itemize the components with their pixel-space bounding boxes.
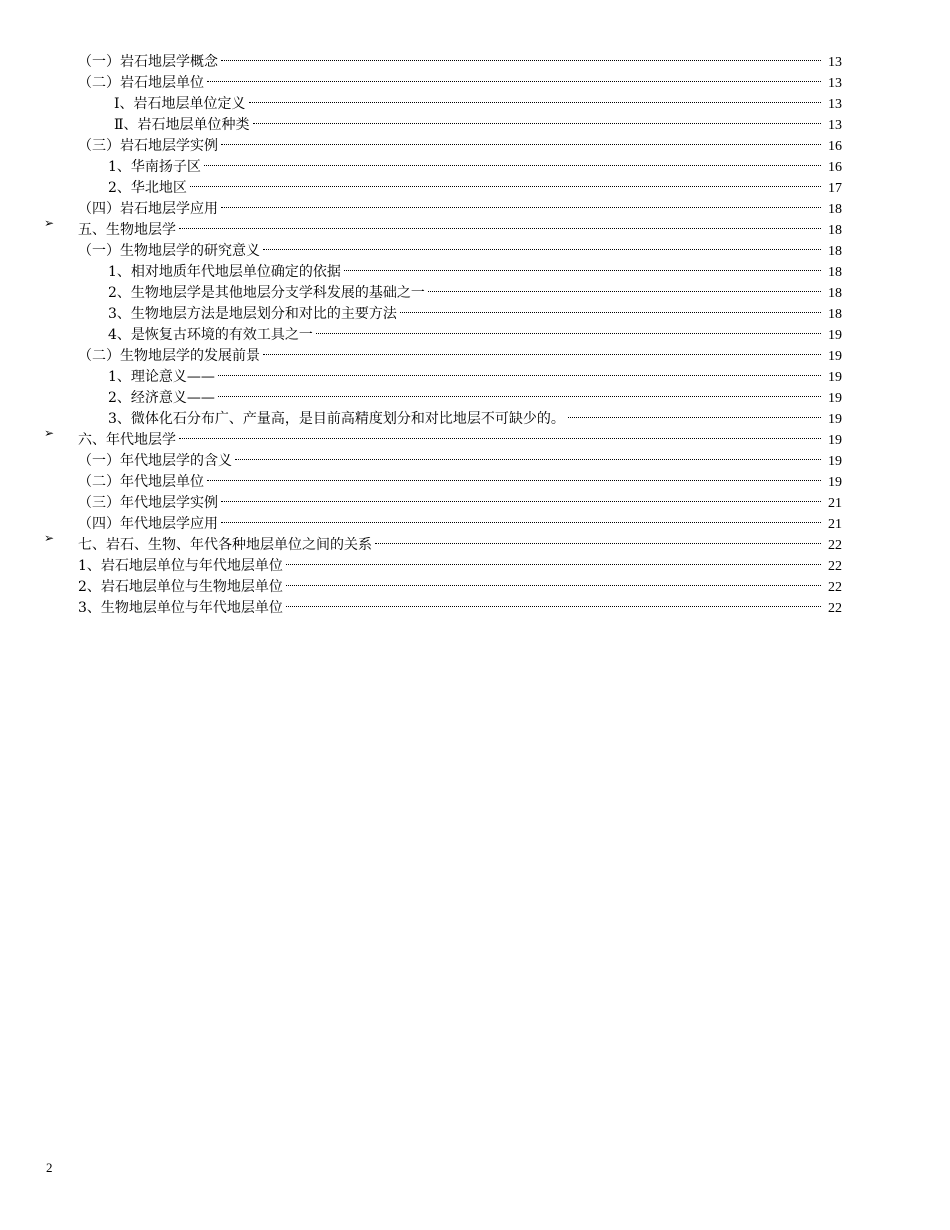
toc-entry-page-number: 19 — [828, 328, 842, 343]
dot-leader — [568, 402, 821, 423]
dot-leader — [428, 276, 821, 297]
toc-entry-title: 3、生物地层方法是地层划分和对比的主要方法 — [108, 306, 397, 322]
toc-entry-page-number: 18 — [828, 244, 842, 259]
toc-entry[interactable] — [40, 171, 842, 196]
toc-entry-title: 1、华南扬子区 — [108, 159, 201, 175]
dot-leader — [218, 360, 821, 381]
table-of-contents — [40, 45, 842, 616]
toc-entry-title: （二）年代地层单位 — [78, 474, 204, 490]
toc-entry[interactable] — [40, 255, 842, 280]
toc-entry-page-number: 19 — [828, 391, 842, 406]
toc-entry[interactable] — [40, 381, 842, 406]
toc-entry[interactable] — [40, 87, 842, 112]
toc-entry-title: 2、岩石地层单位与生物地层单位 — [78, 579, 283, 595]
toc-entry[interactable] — [40, 150, 842, 175]
toc-entry-title: （三）年代地层学实例 — [78, 495, 218, 511]
toc-entry-title: 2、华北地区 — [108, 180, 187, 196]
toc-entry[interactable] — [40, 402, 842, 427]
dot-leader — [204, 150, 821, 171]
dot-leader — [190, 171, 821, 192]
toc-entry-title: 五、生物地层学 — [78, 222, 176, 238]
toc-entry-page-number: 18 — [828, 286, 842, 301]
dot-leader — [221, 486, 821, 507]
toc-entry[interactable] — [40, 465, 842, 490]
toc-entry-title: 1、相对地质年代地层单位确定的依据 — [108, 264, 341, 280]
toc-entry[interactable] — [40, 297, 842, 322]
dot-leader — [221, 192, 821, 213]
toc-entry-page-number: 18 — [828, 265, 842, 280]
toc-entry-page-number: 19 — [828, 412, 842, 427]
toc-entry-page-number: 21 — [828, 496, 842, 511]
dot-leader — [179, 423, 821, 444]
dot-leader — [344, 255, 821, 276]
dot-leader — [207, 66, 821, 87]
toc-entry[interactable] — [40, 66, 842, 91]
toc-entry[interactable] — [40, 486, 842, 511]
toc-entry-title: 3、生物地层单位与年代地层单位 — [78, 600, 283, 616]
toc-entry[interactable] — [40, 318, 842, 343]
toc-entry-title: 1、理论意义—— — [108, 369, 215, 385]
toc-entry-title: 3、微体化石分布广、产量高，是目前高精度划分和对比地层不可缺少的。 — [108, 411, 565, 427]
toc-entry-title: Ⅱ、岩石地层单位种类 — [114, 117, 250, 133]
toc-entry-title: （三）岩石地层学实例 — [78, 138, 218, 154]
dot-leader — [249, 87, 821, 108]
toc-entry-title: 七、岩石、生物、年代各种地层单位之间的关系 — [78, 537, 372, 553]
toc-entry-title: （一）年代地层学的含义 — [78, 453, 232, 469]
toc-entry-page-number: 19 — [828, 370, 842, 385]
dot-leader — [218, 381, 821, 402]
dot-leader — [253, 108, 821, 129]
toc-entry-page-number: 13 — [828, 118, 842, 133]
dot-leader — [375, 528, 821, 549]
toc-entry[interactable] — [40, 213, 842, 238]
toc-entry[interactable] — [40, 234, 842, 259]
dot-leader — [235, 444, 821, 465]
toc-entry[interactable] — [40, 549, 842, 574]
toc-entry-title: （一）生物地层学的研究意义 — [78, 243, 260, 259]
page-number: 2 — [46, 1160, 53, 1175]
toc-entry-page-number: 13 — [828, 76, 842, 91]
dot-leader — [286, 591, 821, 612]
toc-entry[interactable] — [40, 276, 842, 301]
toc-entry[interactable] — [40, 108, 842, 133]
dot-leader — [221, 129, 821, 150]
toc-entry[interactable] — [40, 528, 842, 553]
toc-entry-page-number: 18 — [828, 223, 842, 238]
toc-entry-page-number: 13 — [828, 97, 842, 112]
toc-entry-title: 2、生物地层学是其他地层分支学科发展的基础之一 — [108, 285, 425, 301]
toc-entry-title: 六、年代地层学 — [78, 432, 176, 448]
toc-entry-title: 2、经济意义—— — [108, 390, 215, 406]
toc-entry[interactable] — [40, 129, 842, 154]
dot-leader — [207, 465, 821, 486]
toc-entry[interactable] — [40, 507, 842, 532]
toc-entry-title: （一）岩石地层学概念 — [78, 54, 218, 70]
toc-entry-page-number: 19 — [828, 349, 842, 364]
toc-entry-title: 1、岩石地层单位与年代地层单位 — [78, 558, 283, 574]
toc-entry-title: （二）岩石地层单位 — [78, 75, 204, 91]
toc-entry-page-number: 18 — [828, 307, 842, 322]
dot-leader — [221, 45, 821, 66]
toc-entry[interactable] — [40, 570, 842, 595]
toc-entry-page-number: 19 — [828, 475, 842, 490]
toc-entry[interactable] — [40, 591, 842, 616]
toc-entry-page-number: 19 — [828, 433, 842, 448]
toc-entry-page-number: 18 — [828, 202, 842, 217]
dot-leader — [263, 234, 821, 255]
dot-leader — [286, 570, 821, 591]
dot-leader — [179, 213, 821, 234]
toc-entry-title: Ⅰ、岩石地层单位定义 — [114, 96, 246, 112]
toc-entry-page-number: 17 — [828, 181, 842, 196]
toc-entry-title: （四）岩石地层学应用 — [78, 201, 218, 217]
toc-entry[interactable] — [40, 192, 842, 217]
toc-entry[interactable] — [40, 45, 842, 70]
toc-entry-title: （二）生物地层学的发展前景 — [78, 348, 260, 364]
toc-entry[interactable] — [40, 444, 842, 469]
toc-entry-page-number: 19 — [828, 454, 842, 469]
toc-entry-page-number: 16 — [828, 139, 842, 154]
toc-entry-page-number: 22 — [828, 580, 842, 595]
bullet-arrow-icon: ➢ — [44, 216, 55, 230]
toc-entry-title: （四）年代地层学应用 — [78, 516, 218, 532]
toc-entry-page-number: 13 — [828, 55, 842, 70]
dot-leader — [400, 297, 821, 318]
toc-entry[interactable] — [40, 423, 842, 448]
toc-entry-page-number: 16 — [828, 160, 842, 175]
toc-entry[interactable] — [40, 339, 842, 364]
toc-entry-page-number: 21 — [828, 517, 842, 532]
toc-entry-page-number: 22 — [828, 538, 842, 553]
dot-leader — [221, 507, 821, 528]
bullet-arrow-icon: ➢ — [44, 426, 55, 440]
dot-leader — [286, 549, 821, 570]
toc-entry-page-number: 22 — [828, 559, 842, 574]
dot-leader — [316, 318, 821, 339]
toc-entry-page-number: 22 — [828, 601, 842, 616]
toc-entry[interactable] — [40, 360, 842, 385]
dot-leader — [263, 339, 821, 360]
bullet-arrow-icon: ➢ — [44, 531, 55, 545]
toc-entry-title: 4、是恢复古环境的有效工具之一 — [108, 327, 313, 343]
